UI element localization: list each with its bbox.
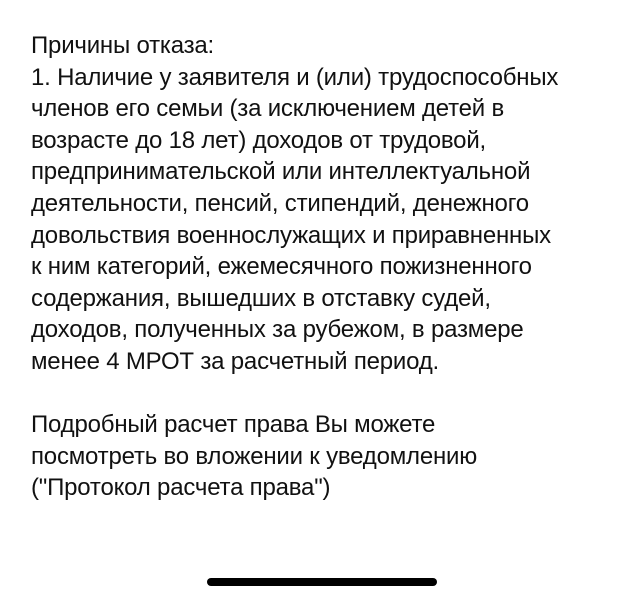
reason-line: предпринимательской или интеллектуальной [31,158,531,186]
reason-line: членов его семьи (за исключением детей в [31,95,505,123]
reason-line: к ним категорий, ежемесячного пожизненного [31,253,532,281]
home-indicator[interactable] [207,578,437,586]
calculation-details-note [31,409,621,504]
reason-line: деятельности, пенсий, стипендий, денежного [31,189,529,217]
details-line: Подробный расчет права Вы можете [31,411,436,439]
rejection-message [31,30,621,504]
reason-line: довольствия военнослужащих и приравненных [31,221,551,249]
reason-line: содержания, вышедших в отставку судей, [31,284,491,312]
reason-line: возрасте до 18 лет) доходов от трудовой, [31,126,486,154]
details-line: посмотреть во вложении к уведомлению [31,442,478,470]
rejection-reason [31,62,621,378]
reason-line: менее 4 МРОТ за расчетный период. [31,347,440,375]
paragraph-spacer [31,378,621,410]
reason-line: 1. Наличие у заявителя и (или) трудоспособных [31,63,559,91]
details-line: ("Протокол расчета права") [31,474,331,502]
reason-line: доходов, полученных за рубежом, в размере [31,316,524,344]
rejection-heading: Причины отказа: [31,32,215,59]
